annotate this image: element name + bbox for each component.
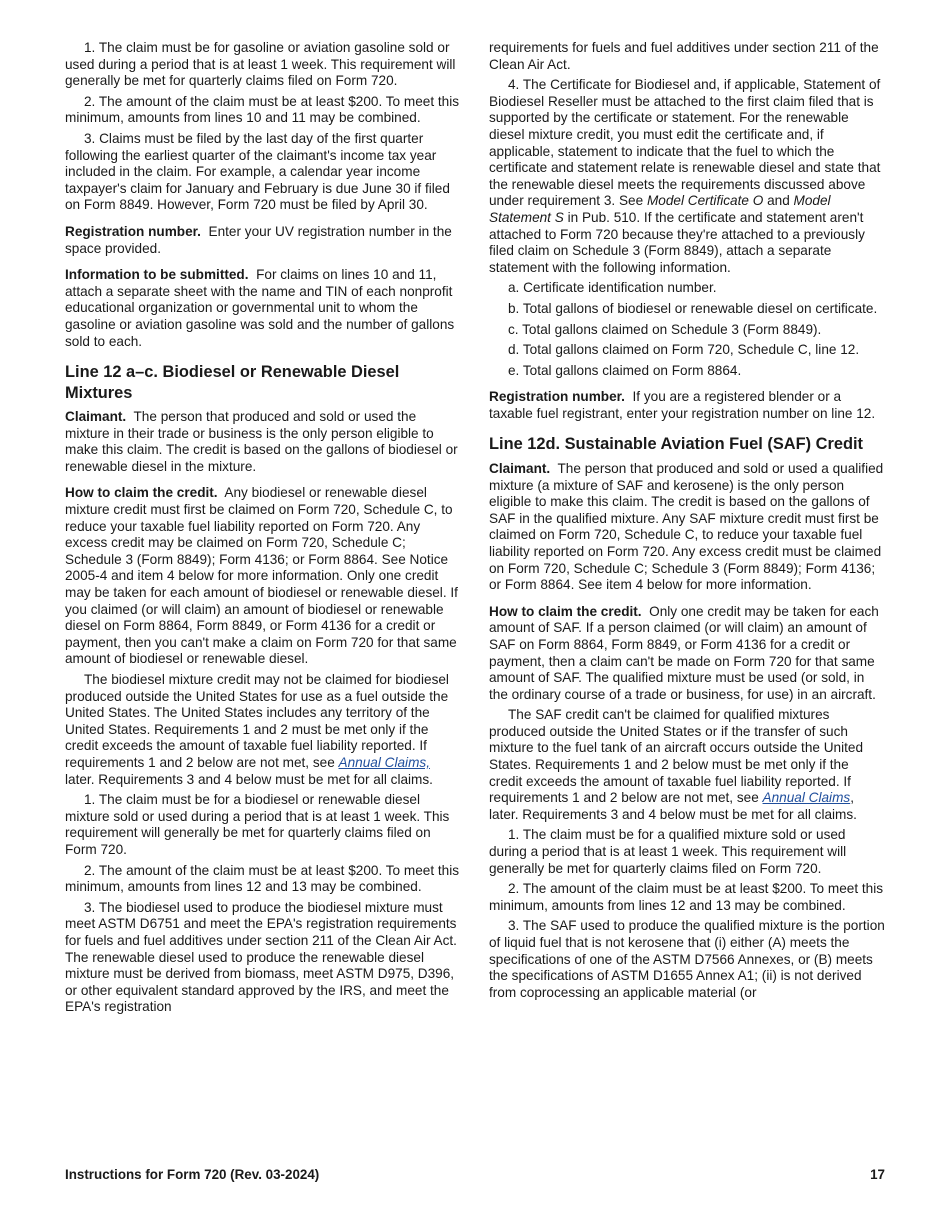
paragraph-bio-req-4 <box>489 77 885 276</box>
claimant-paragraph <box>65 409 460 475</box>
registration-text: Enter your UV registration number in the space provided. <box>65 223 452 256</box>
req4-text-b: in Pub. 510. If the certificate and statement aren't attached to Form 720 because they're attached to a previously filed claim on Schedule 3 (Form 8849), attach a separate statement with the following information. <box>489 209 865 275</box>
paragraph-req-1: 1. The claim must be for gasoline or aviation gasoline sold or used during a period that is at least 1 week. This requirement will generally be met for quarterly claims filed on Form 720. <box>65 40 456 89</box>
paragraph-req-3: 3. Claims must be filed by the last day of the first quarter following the earliest quarter of the claimant's income tax year included in the claim. For example, a calendar year income taxpayer's claim for January and February is due June 30 if filed on Form 8849. However, Form 720 must be filed by April 30. <box>65 130 450 213</box>
biodiesel-text-a: The biodiesel mixture credit may not be claimed for biodiesel produced outside the United States for use as a fuel outside the United States. The United States includes any territory of the United States. Requirements 1 and 2 must be met only if the credit exceeds the amount of taxable fuel liability reported. If requirements 1 and 2 below are not met, see <box>65 672 449 770</box>
biodiesel-text-b: later. Requirements 3 and 4 below must be met for all claims. <box>65 771 433 787</box>
paragraph-saf-req-2: 2. The amount of the claim must be at least $200. To meet this minimum, amounts from lines 12 and 13 may be combined. <box>489 881 884 913</box>
req4-and: and <box>767 193 790 209</box>
list-item-d: d. Total gallons claimed on Form 720, Schedule C, line 12. <box>508 342 860 358</box>
saf-claimant-paragraph <box>489 461 885 594</box>
paragraph-bio-req-2: 2. The amount of the claim must be at least $200. To meet this minimum, amounts from lines 12 and 13 may be combined. <box>65 862 460 895</box>
paragraph-saf-req-3: 3. The SAF used to produce the qualified mixture is the portion of liquid fuel that is not kerosene that (i) either (A) meets the specifications of one of the ASTM D7566 Annexes, or (B) meets the specifications of ASTM D1655 Annex A1; (ii) is not derived from coprocessing an applicable material (or <box>489 918 885 1000</box>
registration-text-12: If you are a registered blender or a taxable fuel registrant, enter your registration number on line 12. <box>489 389 876 421</box>
paragraph-req-2: 2. The amount of the claim must be at least $200. To meet this minimum, amounts from lines 10 and 11 may be combined. <box>65 93 460 126</box>
saf-paragraph <box>489 707 885 823</box>
section-heading-line-12ac: Line 12 a–c. Biodiesel or Renewable Diesel Mixtures <box>65 363 400 402</box>
howto-text: Any biodiesel or renewable diesel mixture credit must first be claimed on Form 720, Schedule C, to reduce your taxable fuel liability reported on Form 720. Any excess credit may be claimed on Form 720, Schedule C; Schedule 3 (Form 8849); Form 4136; or Form 8864. See Notice 2005-4 and item 4 below for more information. Only one credit may be taken for each amount of biodiesel or renewable diesel. If you claimed (or will claim) an amount of biodiesel or renewable diesel on Form 8864, Form 8849, or Form 4136 for a credit or payment, then you can't make a claim on Form 720 for that same amount of biodiesel or renewable diesel. <box>65 485 458 667</box>
continued-paragraph: requirements for fuels and fuel additives under section 211 of the Clean Air Act. <box>489 40 879 72</box>
saf-howto-text: Only one credit may be taken for each amount of SAF. If a person claimed (or will claim) an amount of SAF on Form 8864, Form 8849, or Form 4136 for a credit or payment, then a claim can't be made on Form 720 for that same amount of SAF. The qualified mixture must be used (or sold, in the ordinary course of a trade or business, for use) in an aircraft. <box>489 603 879 702</box>
saf-text-b: , later. Requirements 3 and 4 below must be met for all claims. <box>489 790 857 822</box>
annual-claims-link-saf[interactable]: Annual Claims <box>762 790 851 806</box>
model-statement-s: Model Statement S <box>489 193 831 225</box>
annual-claims-link[interactable]: Annual Claims, <box>338 754 430 770</box>
registration-paragraph-12 <box>489 389 885 422</box>
right-column <box>489 40 885 1005</box>
footer-title: Instructions for Form 720 (Rev. 03-2024) <box>65 1167 320 1182</box>
registration-label-12: Registration number. <box>489 389 625 405</box>
claimant-label: Claimant. <box>65 409 127 425</box>
paragraph-bio-req-1: 1. The claim must be for a biodiesel or renewable diesel mixture sold or used during a period that is at least 1 week. This requirement will generally be met for quarterly claims filed on Form 720. <box>65 792 450 857</box>
page-number: 17 <box>870 1167 885 1182</box>
page-footer <box>65 1167 885 1182</box>
howto-label: How to claim the credit. <box>65 485 218 501</box>
saf-text-a: The SAF credit can't be claimed for qualified mixtures produced outside the United States or if the transfer of such mixture to the fuel tank of an aircraft occurs outside the United States. Requirements 1 and 2 below must be met only if the credit exceeds the amount of taxable fuel liability reported. If requirements 1 and 2 below are not met, see <box>489 707 864 806</box>
biodiesel-paragraph <box>65 672 460 788</box>
info-label: Information to be submitted. <box>65 267 249 283</box>
list-item-b: b. Total gallons of biodiesel or renewable diesel on certificate. <box>508 300 878 316</box>
info-text: For claims on lines 10 and 11, attach a separate sheet with the name and TIN of each nonprofit educational organization or governmental unit to whom the gasoline or aviation gasoline was sold and the number of gallons sold to each. <box>65 267 455 349</box>
paragraph-saf-req-1: 1. The claim must be for a qualified mixture sold or used during a period that is at least 1 week. This requirement will generally be met for quarterly claims filed on Form 720. <box>489 827 847 876</box>
saf-claimant-label: Claimant. <box>489 460 551 476</box>
req4-text-a: 4. The Certificate for Biodiesel and, if applicable, Statement of Biodiesel Reseller must be attached to the first claim filed that is supported by the certificate or statement. For the renewable diesel mixture credit, you must edit the certificate and, if applicable, statement to indicate that the fuel to which the certificate and statement relate is renewable diesel and state that the renewable diesel meets the requirements discussed above under requirement 3. See <box>489 77 881 209</box>
howto-paragraph <box>65 485 460 668</box>
section-heading-line-12d: Line 12d. Sustainable Aviation Fuel (SAF) Credit <box>489 435 863 454</box>
list-item-a: a. Certificate identification number. <box>508 280 717 296</box>
model-certificate-o: Model Certificate O <box>646 193 764 209</box>
info-paragraph <box>65 267 460 350</box>
list-item-e: e. Total gallons claimed on Form 8864. <box>508 362 742 378</box>
registration-paragraph <box>65 224 460 257</box>
left-column <box>65 40 460 1020</box>
claimant-text: The person that produced and sold or used the mixture in their trade or business is the only person eligible to make this claim. The credit is based on the gallons of biodiesel or renewable diesel in the mixture. <box>65 409 458 474</box>
paragraph-bio-req-3: 3. The biodiesel used to produce the biodiesel mixture must meet ASTM D6751 and meet the EPA's registration requirements for fuels and fuel additives under section 211 of the Clean Air Act. The renewable diesel used to produce the renewable diesel mixture must be derived from biomass, meet ASTM D975, D396, or other equivalent standard approved by the IRS, and meet the EPA's registration <box>65 899 457 1015</box>
saf-howto-paragraph <box>489 604 885 704</box>
saf-claimant-text: The person that produced and sold or used a qualified mixture (a mixture of SAF and kerosene) is the only person eligible to make this claim. The credit is based on the gallons of SAF in the qualified mixture. Any SAF mixture credit must first be claimed on Form 720, Schedule C, to reduce your taxable fuel liability reported on Form 720. Any excess credit must be claimed on Form 720, Schedule C; Schedule 3 (Form 8849); Form 4136; or Form 8864. See item 4 below for more information. <box>489 460 884 593</box>
list-item-c: c. Total gallons claimed on Schedule 3 (Form 8849). <box>508 321 822 337</box>
registration-label: Registration number. <box>65 223 201 239</box>
saf-howto-label: How to claim the credit. <box>489 603 642 619</box>
